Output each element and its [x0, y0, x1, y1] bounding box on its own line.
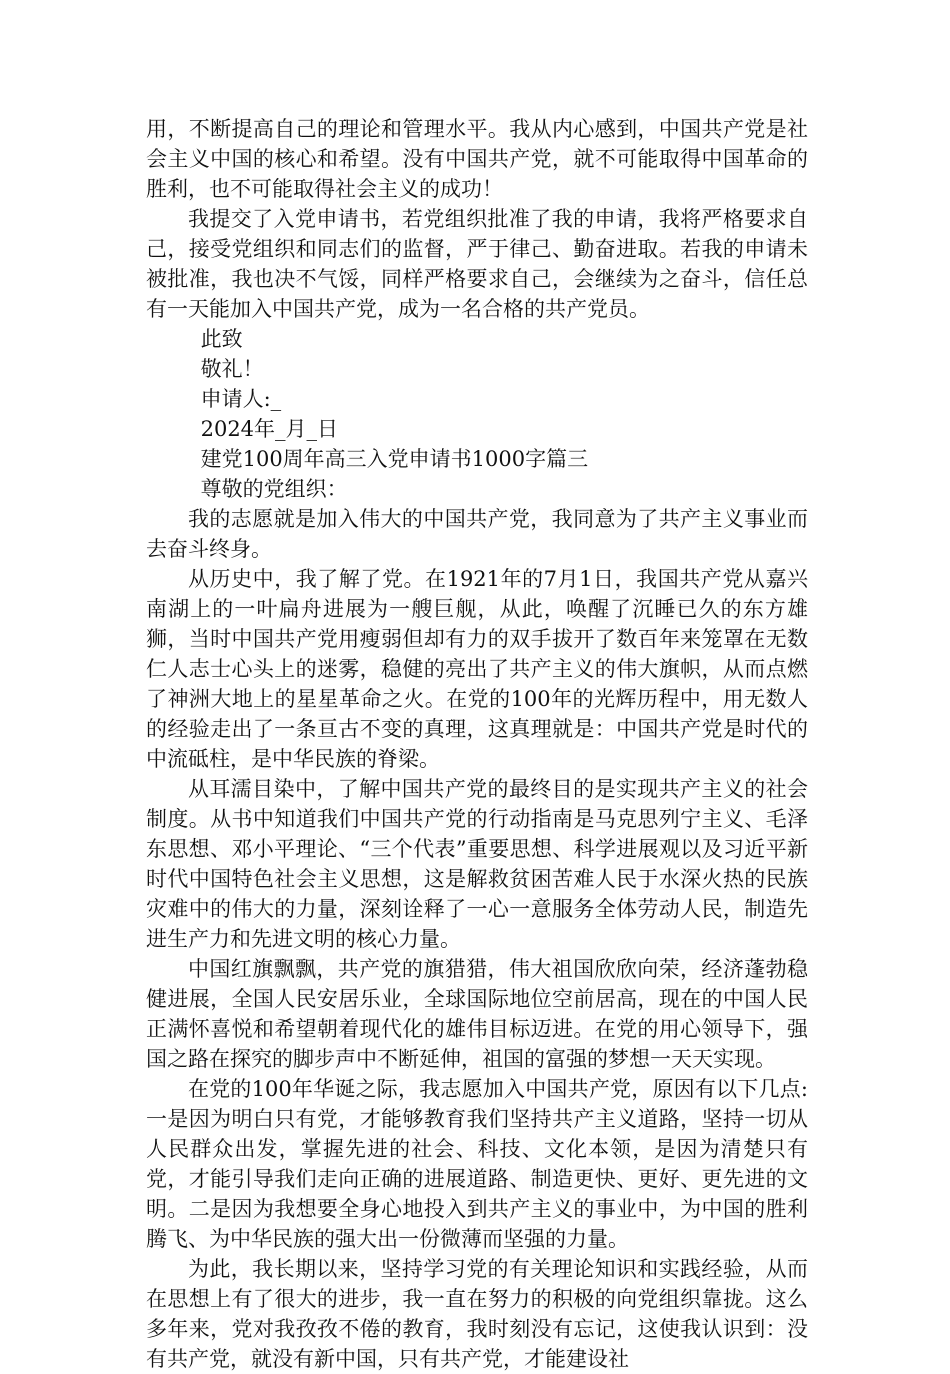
section-title: 建党100周年高三入党申请书1000字篇三 — [200, 447, 589, 471]
closing-regards: 敬礼！ — [200, 357, 264, 381]
paragraph-ideology: 从耳濡目染中，了解中国共产党的最终目的是实现共产主义的社会制度。从书中知道我们中国共产党的行动指南是马克思列宁主义、毛泽东思想、邓小平理论、“三个代表”重要思想、科学进展观以及习近平新时代中国特色社会主义思想，这是解救贫困苦难人民于水深火热的民族灾难中的伟大的力量，深刻诠释了一心一意服务全体劳动人民，制造先进生产力和先进文明的核心力量。 — [146, 777, 808, 951]
paragraph-continuation: 用，不断提高自己的理论和管理水平。我从内心感到，中国共产党是社会主义中国的核心和希望。没有中国共产党，就不可能取得中国革命的胜利，也不可能取得社会主义的成功！ — [146, 117, 808, 201]
document-page — [146, 114, 808, 1374]
application-date: 2024年_月_日 — [200, 417, 339, 441]
paragraph-prosperity: 中国红旗飘飘，共产党的旗猎猎，伟大祖国欣欣向荣，经济蓬勃稳健进展，全国人民安居乐业，全球国际地位空前居高，现在的中国人民正满怀喜悦和希望朝着现代化的雄伟目标迈进。在党的用心领导下，强国之路在探究的脚步声中不断延伸，祖国的富强的梦想一天天实现。 — [146, 957, 808, 1071]
closing-salutation: 此致 — [200, 327, 243, 351]
paragraph-history: 从历史中，我了解了党。在1921年的7月1日，我国共产党从嘉兴南湖上的一叶扁舟进展为一艘巨舰，从此，唤醒了沉睡已久的东方雄狮，当时中国共产党用瘦弱但却有力的双手拔开了数百年来笼罩在无数仁人志士心头上的迷雾，稳健的亮出了共产主义的伟大旗帜，从而点燃了神洲大地上的星星革命之火。在党的100年的光辉历程中，用无数人的经验走出了一条亘古不变的真理，这真理就是：中国共产党是时代的中流砥柱，是中华民族的脊梁。 — [146, 567, 808, 771]
greeting: 尊敬的党组织： — [200, 477, 348, 501]
paragraph-commitment: 我提交了入党申请书，若党组织批准了我的申请，我将严格要求自己，接受党组织和同志们的监督，严于律己、勤奋进取。若我的申请未被批准，我也决不气馁，同样严格要求自己，会继续为之奋斗，信任总有一天能加入中国共产党，成为一名合格的共产党员。 — [146, 207, 808, 321]
paragraph-wish: 我的志愿就是加入伟大的中国共产党，我同意为了共产主义事业而去奋斗终身。 — [146, 507, 808, 561]
paragraph-reasons: 在党的100年华诞之际，我志愿加入中国共产党，原因有以下几点:一是因为明白只有党，才能够教育我们坚持共产主义道路，坚持一切从人民群众出发，掌握先进的社会、科技、文化本领，是因为清楚只有党，才能引导我们走向正确的进展道路、制造更快、更好、更先进的文明。二是因为我想要全身心地投入到共产主义的事业中，为中国的胜利腾飞、为中华民族的强大出一份微薄而坚强的力量。 — [146, 1077, 808, 1251]
applicant-signature: 申请人:_ — [200, 387, 282, 411]
paragraph-study: 为此，我长期以来，坚持学习党的有关理论知识和实践经验，从而在思想上有了很大的进步，我一直在努力的积极的向党组织靠拢。这么多年来，党对我孜孜不倦的教育，我时刻没有忘记，这使我认识到：没有共产党，就没有新中国，只有共产党，才能建设社 — [146, 1257, 808, 1371]
